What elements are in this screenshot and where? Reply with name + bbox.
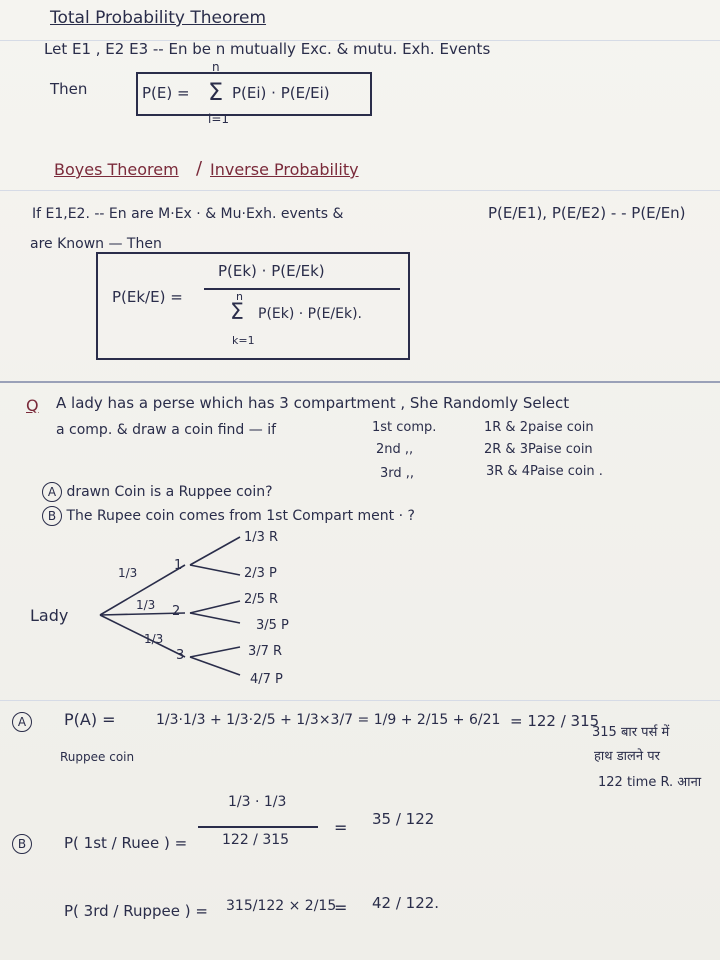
- contents-2: 2R & 3Paise coin: [484, 442, 593, 457]
- tree-leaf-3: 2/5 R: [244, 592, 279, 607]
- pb2-lhs: P( 3rd / Ruppee ) =: [64, 902, 208, 920]
- pb1-equals: =: [334, 818, 348, 837]
- bayes-denominator: P(Ek) · P(E/Ek).: [258, 306, 363, 322]
- tree-branch-prob-3: 1/3: [144, 632, 164, 646]
- title-bayes: Boyes Theorem: [54, 160, 179, 179]
- ruled-line: [0, 700, 720, 701]
- part-a: [38, 482, 273, 502]
- ruled-line: [0, 190, 720, 191]
- contents-3: 3R & 4Paise coin .: [486, 464, 603, 479]
- pa-note-3: 122 time R. आना: [598, 775, 702, 790]
- bayes-sigma: Σ: [230, 300, 244, 325]
- sum-lower-limit: i=1: [208, 112, 230, 126]
- solution-a: [8, 712, 32, 732]
- branch-3: [100, 615, 185, 657]
- part-a-label: A: [42, 482, 62, 502]
- solution-b-label: B: [12, 834, 32, 854]
- pa-note-2: हाथ डालने पर: [594, 749, 660, 764]
- compartment-1: 1st comp.: [372, 420, 437, 435]
- tree-node-1: 1: [174, 558, 183, 573]
- part-a-text: drawn Coin is a Ruppee coin?: [66, 484, 273, 500]
- tree-leaf-6: 4/7 P: [250, 672, 283, 687]
- bayes-fraction-bar: [204, 288, 400, 290]
- compartment-2: 2nd ,,: [376, 442, 414, 457]
- then-label: Then: [50, 80, 88, 98]
- tree-branch-prob-1: 1/3: [118, 566, 138, 580]
- compartment-3: 3rd ,,: [380, 466, 415, 481]
- pb1-denominator: 122 / 315: [222, 832, 290, 848]
- title-separator: /: [196, 158, 203, 179]
- formula-rhs: P(Ei) · P(E/Ei): [232, 84, 330, 102]
- pa-result: = 122 / 315: [510, 712, 600, 730]
- bayes-numerator: P(Ek) · P(E/Ek): [218, 262, 325, 280]
- pa-lhs: P(A) =: [64, 710, 116, 729]
- part-b: [38, 506, 415, 526]
- let-statement: Let E1 , E2 E3 -- En be n mutually Exc. & mutu. Exh. Events: [44, 40, 491, 58]
- leaf-1: [190, 537, 240, 565]
- section-divider: [0, 381, 720, 383]
- tree-node-3: 3: [176, 648, 185, 663]
- if-conditional-probs: P(E/E1), P(E/E2) - - P(E/En): [488, 204, 686, 222]
- tree-leaf-5: 3/7 R: [248, 644, 283, 659]
- leaf-3: [190, 601, 240, 613]
- leaf-6: [190, 657, 240, 675]
- pb1-result: 35 / 122: [372, 810, 435, 828]
- tree-leaf-2: 2/3 P: [244, 566, 277, 581]
- part-b-text: The Rupee coin comes from 1st Compart ment · ?: [66, 508, 415, 524]
- bayes-sum-upper: n: [236, 290, 243, 303]
- known-then: are Known — Then: [30, 236, 162, 252]
- formula-lhs: P(E) =: [142, 84, 190, 102]
- tree-node-2: 2: [172, 604, 181, 619]
- bayes-lhs: P(Ek/E) =: [112, 288, 183, 306]
- question-line-2: a comp. & draw a coin find — if: [56, 422, 277, 438]
- pb1-fraction-bar: [198, 826, 318, 828]
- tree-root: Lady: [30, 606, 69, 625]
- question-marker: Q: [26, 396, 39, 415]
- pb2-expression: 315/122 × 2/15: [226, 898, 337, 914]
- tree-leaf-4: 3/5 P: [256, 618, 289, 633]
- tree-branch-prob-2: 1/3: [136, 598, 156, 612]
- if-statement: If E1,E2. -- En are M·Ex · & Mu·Exh. events &: [32, 206, 344, 222]
- pa-expression: 1/3·1/3 + 1/3·2/5 + 1/3×3/7 = 1/9 + 2/15 + 6/21: [156, 712, 501, 728]
- sum-upper-limit: n: [212, 60, 220, 74]
- pb2-equals: =: [334, 898, 348, 917]
- pb1-numerator: 1/3 · 1/3: [228, 794, 287, 810]
- pa-subscript: Ruppee coin: [60, 750, 135, 764]
- question-line-1: A lady has a perse which has 3 compartment , She Randomly Select: [56, 394, 570, 412]
- tree-leaf-1: 1/3 R: [244, 530, 279, 545]
- leaf-2: [190, 565, 240, 575]
- part-b-label: B: [42, 506, 62, 526]
- leaf-5: [190, 647, 240, 657]
- leaf-4: [190, 613, 240, 623]
- sigma-symbol: Σ: [208, 78, 224, 106]
- solution-a-label: A: [12, 712, 32, 732]
- title-inverse-probability: Inverse Probability: [210, 160, 359, 179]
- pb2-result: 42 / 122.: [372, 894, 440, 912]
- pb1-lhs: P( 1st / Ruee ) =: [64, 834, 188, 852]
- solution-b: [8, 834, 32, 854]
- title-total-probability: Total Probability Theorem: [50, 8, 267, 28]
- pa-note-1: 315 बार पर्स में: [592, 725, 670, 740]
- bayes-sum-lower: k=1: [232, 334, 255, 347]
- contents-1: 1R & 2paise coin: [484, 420, 594, 435]
